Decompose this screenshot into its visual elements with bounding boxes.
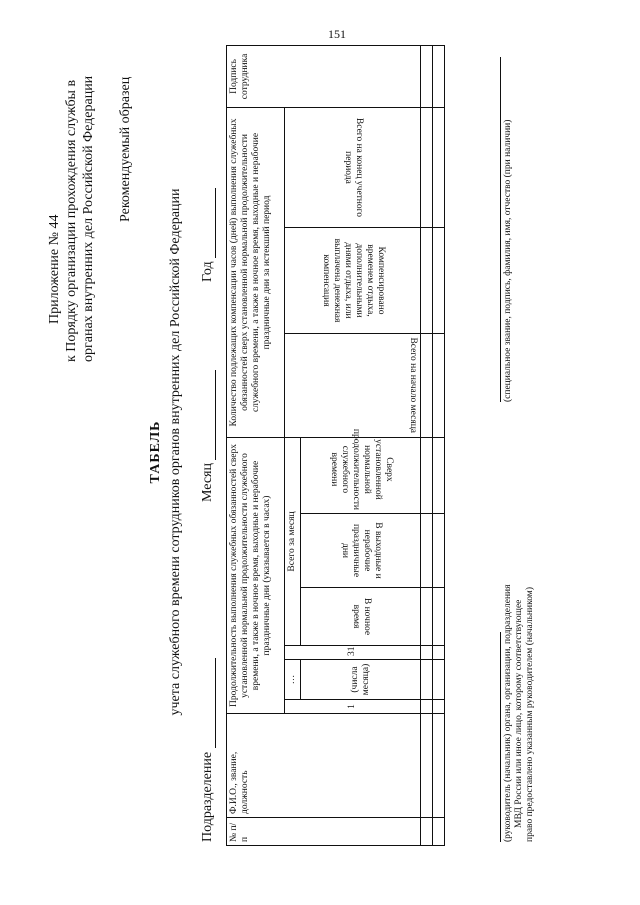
signature-line-left bbox=[500, 632, 501, 842]
month-field bbox=[200, 370, 216, 502]
form-subtitle: учета служебного времени сотрудников органов внутренних дел Российской Федерации bbox=[168, 188, 183, 716]
day-last: 31 bbox=[285, 646, 421, 660]
timesheet-table bbox=[226, 45, 445, 846]
header-comp-end: Всего на конец учетного периода bbox=[285, 107, 421, 227]
day-first: 1 bbox=[285, 700, 421, 714]
header-duration: Продолжительность выполнения служебных обязанностей сверх установленной нормальной продолжительности служебного времени, а также в ночное время, выходные и нерабочие праздничные дни (указывается в часах) bbox=[227, 437, 285, 713]
appendix-header bbox=[46, 42, 97, 362]
signature-right-caption: (специальное звание, подпись, фамилия, имя, отчество (при наличии) bbox=[503, 119, 513, 402]
header-compensation: Количество подлежащих компенсации часов (дней) выполнения служебных обязанностей сверх установленной нормальной продолжительности служебного времени, а также в ночное время, выходные и нерабочие праздничные дни за истекший период bbox=[227, 107, 285, 437]
header-name-rank-position: Ф.И.О., звание, должность bbox=[227, 714, 421, 818]
table-row bbox=[433, 45, 445, 845]
header-number: № п/п bbox=[227, 818, 421, 846]
header-sub-night: В ночное время bbox=[301, 588, 421, 646]
month-input-line bbox=[215, 370, 216, 460]
signature-left-caption bbox=[503, 582, 536, 842]
year-label: Год bbox=[200, 261, 215, 282]
header-sub-weekend: В выходные и нерабочие праздничные дни bbox=[301, 514, 421, 588]
appendix-reference-line2: органах внутренних дел Российской Федерации bbox=[81, 75, 96, 362]
recommended-sample-label: Рекомендуемый образец bbox=[118, 76, 133, 222]
header-total-month: Всего за месяц bbox=[285, 437, 301, 645]
division-field bbox=[200, 658, 216, 842]
day-note: (числа месяца) bbox=[301, 660, 421, 700]
day-ellipsis: … bbox=[285, 660, 301, 700]
header-sub-overtime: Сверх установленной нормальной продолжительности служебного времени bbox=[301, 437, 421, 513]
year-field bbox=[200, 188, 216, 282]
form-title: ТАБЕЛЬ bbox=[148, 420, 163, 484]
signature-left-line3: право предоставлено указанным руководителем (начальником) bbox=[525, 587, 535, 842]
header-comp-compensated: Компенсировано временем отдыха, дополнительными днями отдыха, или выплачена денежная компенсация bbox=[285, 227, 421, 333]
month-label: Месяц bbox=[200, 463, 215, 502]
signature-line-right bbox=[500, 57, 501, 402]
signature-left-line2: МВД России или иное лицо, которому соответствующее bbox=[514, 599, 524, 828]
signature-left-line1: (руководитель (начальник) органа, организации, подразделения bbox=[503, 584, 513, 842]
rotated-form-sheet bbox=[40, 42, 600, 862]
header-comp-start: Всего на начало месяца bbox=[285, 333, 421, 437]
year-input-line bbox=[215, 188, 216, 258]
header-employee-signature: Подпись сотрудника bbox=[227, 45, 421, 107]
division-input-line bbox=[215, 658, 216, 748]
division-label: Подразделение bbox=[200, 751, 215, 842]
appendix-reference-line1: к Порядку организации прохождения службы в bbox=[64, 79, 79, 362]
appendix-number: Приложение № 44 bbox=[47, 214, 62, 324]
table-row bbox=[421, 45, 433, 845]
page-number: 151 bbox=[328, 27, 346, 41]
